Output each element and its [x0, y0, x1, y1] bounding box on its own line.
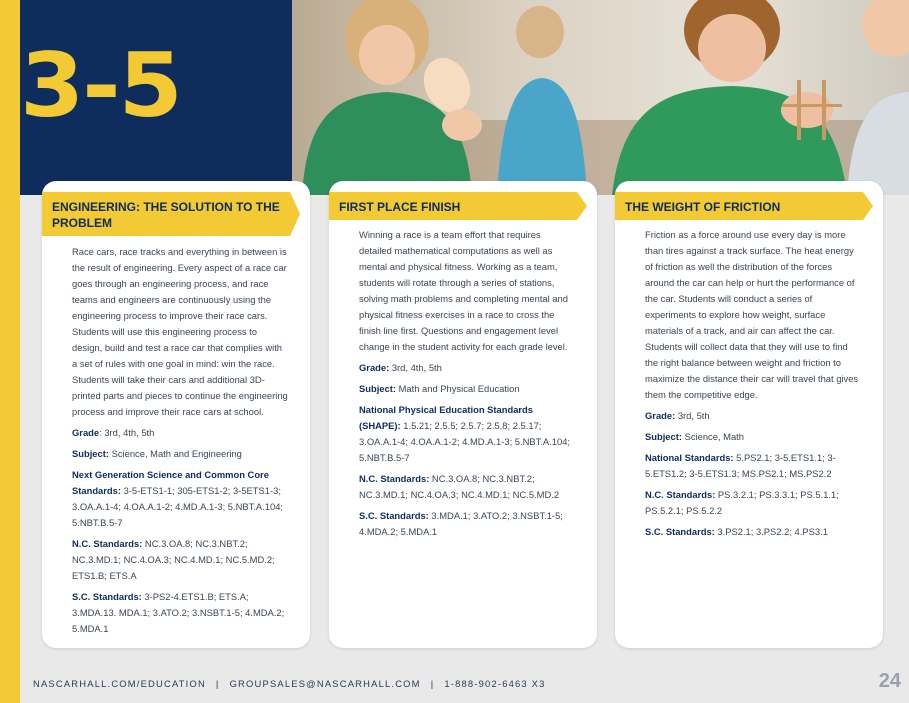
subject-label: Subject: — [72, 448, 109, 459]
subject-line — [72, 446, 288, 462]
subject-label: Subject: — [359, 383, 396, 394]
subject-label: Subject: — [645, 431, 682, 442]
card-description: Race cars, race tracks and everything in between is the result of engineering. Every aspect of a race car goes through an engineering process, and race teams and engineers are continuously using the engineering process to improve their race cars. Students will use this engineering process to design, build and test a race car that complies with a set of rules with one goal in mind: win the race. Students will take their cars and additional 3D-printed parts and pieces to continue the engineering process and improve their race cars at school. — [72, 246, 288, 417]
standards-line — [359, 402, 575, 466]
subject-line — [359, 381, 575, 397]
grade-line — [359, 360, 575, 376]
card-body — [359, 227, 575, 545]
standards-line — [645, 524, 861, 540]
standards-label: S.C. Standards: — [72, 591, 142, 602]
card-title: FIRST PLACE FINISH — [339, 200, 461, 214]
standards-value: 3-PS2-4.ETS1.B; ETS.A; 3.MDA.13. MDA.1; 3.ATO.2; 3.NSBT.1-5; 4.MDA.2; 5.MDA.1 — [72, 591, 285, 634]
grade-range-title: 3-5 — [20, 34, 181, 137]
standards-value: 3.MDA.1; 3.ATO.2; 3.NSBT.1-5; 4.MDA.2; 5.MDA.1 — [359, 510, 563, 537]
footer-separator: | — [215, 678, 220, 689]
card-description: Friction as a force around use every day is more than tires against a track surface. The heat energy of friction as well the distribution of the forces around the car can help or hurt the performance of the car. Students will conduct a series of experiments to explore how weight, surface materials of a track, and air can affect the car. Students will collect data that they will use to find the right balance between weight and friction to maximize the distance their car will travel that gives them the competitive edge. — [645, 229, 859, 400]
standards-value: PS.3.2.1; PS.3.3.1; PS.5.1.1; PS.5.2.1; PS.5.2.2 — [645, 489, 839, 516]
grade-value: : 3rd, 4th, 5th — [99, 427, 155, 438]
standards-label: N.C. Standards: — [359, 473, 430, 484]
subject-value: Science, Math and Engineering — [108, 448, 242, 459]
students-photo — [292, 0, 909, 195]
standards-line — [359, 471, 575, 503]
card-title-banner — [615, 192, 863, 220]
left-accent-bar — [0, 0, 20, 703]
standards-value: 3-5-ETS1-1; 305-ETS1-2; 3-5ETS1-3; 3.OA.A.1-4; 4.OA.A.1-2; 4.MD.A.1-3; 5.NBT.A.104; 5.NBT.B.5-7 — [72, 485, 284, 528]
subject-value: Math and Physical Education — [395, 383, 520, 394]
grade-label: Grade: — [359, 362, 390, 373]
standards-line — [645, 450, 861, 482]
grade-line — [72, 425, 288, 441]
standards-value: 1.5.21; 2.5.5; 2.5.7; 2.5.8; 2.5.17; 3.OA.A.1-4; 4.OA.A.1-2; 4.MD.A.1-3; 5.NBT.A.104; 5.NBT.B.5-7 — [359, 420, 571, 463]
program-card-friction — [615, 181, 883, 648]
standards-label: N.C. Standards: — [645, 489, 716, 500]
footer-contact — [33, 678, 546, 689]
standards-label: S.C. Standards: — [645, 526, 715, 537]
grade-label: Grade — [72, 427, 100, 438]
standards-line — [645, 487, 861, 519]
grade-value: 3rd, 5th — [675, 410, 710, 421]
standards-line — [72, 536, 288, 584]
footer-separator: | — [430, 678, 435, 689]
card-title-banner — [329, 192, 577, 220]
website-link[interactable]: NASCARHALL.COM/EDUCATION — [33, 678, 206, 689]
standards-value: 5.PS2.1; 3-5.ETS1.1; 3-5.ETS1.2; 3-5.ETS1.3; MS.PS2.1; MS.PS2.2 — [645, 452, 836, 479]
card-title: ENGINEERING: THE SOLUTION TO THE PROBLEM — [52, 200, 280, 230]
standards-value: NC.3.OA.8; NC.3.NBT.2; NC.3.MD.1; NC.4.OA.3; NC.4.MD.1; NC.5.MD.2 — [359, 473, 560, 500]
standards-line — [72, 589, 288, 637]
standards-label: National Standards: — [645, 452, 734, 463]
standards-value: NC.3.OA.8; NC.3.NBT.2; NC.3.MD.1; NC.4.OA.3; NC.4.MD.1; NC.5.MD.2; ETS1.B; ETS.A — [72, 538, 275, 581]
grade-label: Grade: — [645, 410, 676, 421]
phone-number: 1-888-902-6463 X3 — [444, 678, 546, 689]
page-number: 24 — [878, 670, 901, 692]
program-card-engineering — [42, 181, 310, 648]
program-card-first-place — [329, 181, 597, 648]
grade-line — [645, 408, 861, 424]
card-title: THE WEIGHT OF FRICTION — [625, 200, 781, 214]
subject-line — [645, 429, 861, 445]
grade-value: 3rd, 4th, 5th — [389, 362, 442, 373]
card-body — [645, 227, 861, 545]
standards-label: N.C. Standards: — [72, 538, 143, 549]
standards-label: Next Generation Science and Common Core Standards: — [72, 469, 269, 496]
standards-value: 3.PS2.1; 3.PS2.2; 4.PS3.1 — [714, 526, 828, 537]
card-body — [72, 244, 288, 642]
standards-label: S.C. Standards: — [359, 510, 429, 521]
hero-banner — [20, 0, 909, 195]
card-title-banner — [42, 192, 290, 236]
email-link[interactable]: GROUPSALES@NASCARHALL.COM — [229, 678, 421, 689]
standards-line — [359, 508, 575, 540]
card-description: Winning a race is a team effort that requires detailed mathematical computations as well as mental and physical fitness. Working as a team, students will rotate through a series of stations, solving math problems and completing mental and physical fitness exercises in a race to cross the finish line first. Questions and engagement level change in the student activity for each grade level. — [359, 229, 568, 352]
standards-line — [72, 467, 288, 531]
standards-label: National Physical Education Standards (SHAPE): — [359, 404, 534, 431]
subject-value: Science, Math — [681, 431, 744, 442]
